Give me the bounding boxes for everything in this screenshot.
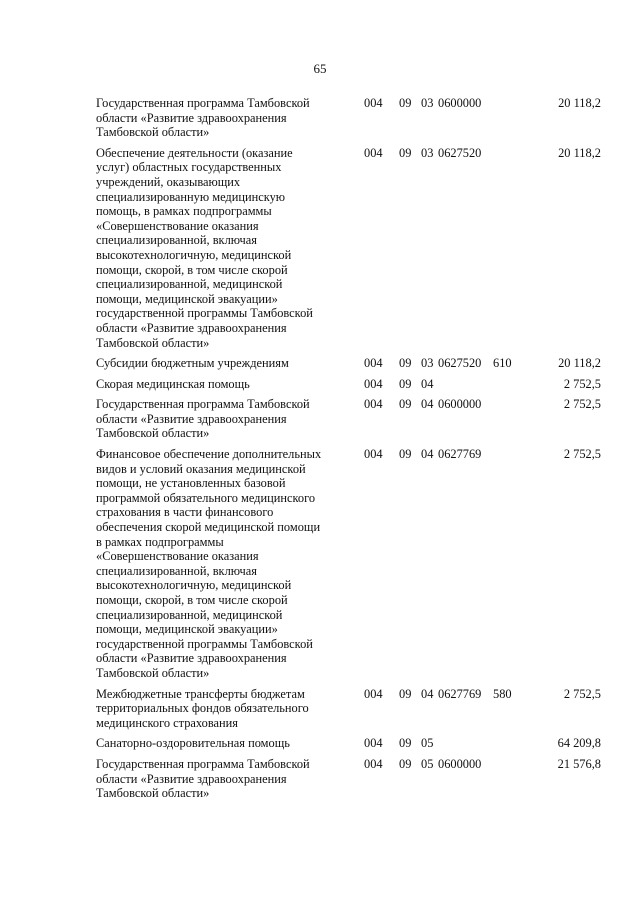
row-expense-type-code: 580 xyxy=(493,686,512,701)
row-target-article-code: 0627520 xyxy=(438,356,482,371)
table-row xyxy=(96,146,608,350)
row-target-article-code: 0600000 xyxy=(438,756,482,771)
row-name: Межбюджетные трансферты бюджетам территориальных фондов обязательного медицинского страхования xyxy=(96,686,309,730)
row-subsection-code: 04 xyxy=(421,397,434,412)
table-row xyxy=(96,377,608,392)
row-section-code: 09 xyxy=(399,756,412,771)
row-expense-type-code: 610 xyxy=(493,356,512,371)
row-name: Финансовое обеспечение дополнительных видов и условий оказания медицинской помощи, не установленных базовой программой обязательного медицинского страхования в части финансового обеспечения скорой медицинской помощи в рамках подпрограммы «Совершенствование оказания специализированной, включая высокотехнологичную, медицинской помощи, скорой, в том числе скорой специализированной, медицинской помощи, медицинской эвакуации» государственной программы Тамбовской области «Развитие здравоохранения Тамбовской области» xyxy=(96,447,322,680)
row-subsection-code: 04 xyxy=(421,376,434,391)
table-row xyxy=(96,356,608,371)
table-row xyxy=(96,397,608,441)
row-target-article-code: 0627769 xyxy=(438,686,482,701)
row-ved-code: 004 xyxy=(364,96,383,110)
row-section-code: 09 xyxy=(399,356,412,371)
row-subsection-code: 03 xyxy=(421,145,434,160)
table-row xyxy=(96,96,608,140)
row-name: Государственная программа Тамбовской области «Развитие здравоохранения Тамбовской области» xyxy=(96,397,310,441)
table-row xyxy=(96,687,608,731)
row-sum: 21 576,8 xyxy=(557,756,601,771)
row-subsection-code: 05 xyxy=(421,756,434,771)
row-section-code: 09 xyxy=(399,397,412,412)
row-subsection-code: 05 xyxy=(421,736,434,751)
row-sum: 2 752,5 xyxy=(563,397,601,412)
row-sum: 20 118,2 xyxy=(558,145,601,160)
row-sum: 20 118,2 xyxy=(558,96,601,110)
row-name: Обеспечение деятельности (оказание услуг) областных государственных учреждений, оказывающих специализированную медицинскую помощь, в рамках подпрограммы «Совершенствование оказания специализированной, включая высокотехнологичную, медицинской помощи, скорой, в том числе скорой специализированной, медицинской помощи, медицинской эвакуации» государственной программы Тамбовской области «Развитие здравоохранения Тамбовской области» xyxy=(96,145,313,350)
row-ved-code: 004 xyxy=(364,736,383,751)
row-ved-code: 004 xyxy=(364,756,383,771)
row-subsection-code: 04 xyxy=(421,447,434,462)
page-number: 65 xyxy=(313,61,327,76)
table-row xyxy=(96,757,608,801)
row-ved-code: 004 xyxy=(364,686,383,701)
row-subsection-code: 04 xyxy=(421,686,434,701)
row-target-article-code: 0600000 xyxy=(438,397,482,412)
row-name: Субсидии бюджетным учреждениям xyxy=(96,356,289,371)
row-sum: 2 752,5 xyxy=(563,376,601,391)
row-subsection-code: 03 xyxy=(421,356,434,371)
row-name: Государственная программа Тамбовской области «Развитие здравоохранения Тамбовской области» xyxy=(96,96,310,140)
row-subsection-code: 03 xyxy=(421,96,434,110)
table-row xyxy=(96,447,608,681)
row-section-code: 09 xyxy=(399,96,412,110)
row-target-article-code: 0627769 xyxy=(438,447,482,462)
row-target-article-code: 0627520 xyxy=(438,145,482,160)
row-section-code: 09 xyxy=(399,736,412,751)
row-sum: 2 752,5 xyxy=(563,447,601,462)
row-ved-code: 004 xyxy=(364,356,383,371)
row-sum: 20 118,2 xyxy=(558,356,601,371)
row-sum: 64 209,8 xyxy=(557,736,601,751)
row-ved-code: 004 xyxy=(364,397,383,412)
budget-table xyxy=(96,96,608,807)
row-section-code: 09 xyxy=(399,447,412,462)
row-section-code: 09 xyxy=(399,376,412,391)
row-ved-code: 004 xyxy=(364,145,383,160)
row-section-code: 09 xyxy=(399,686,412,701)
row-name: Санаторно-оздоровительная помощь xyxy=(96,736,290,751)
row-target-article-code: 0600000 xyxy=(438,96,482,110)
row-name: Государственная программа Тамбовской области «Развитие здравоохранения Тамбовской области» xyxy=(96,756,310,801)
row-name: Скорая медицинская помощь xyxy=(96,376,250,391)
row-section-code: 09 xyxy=(399,145,412,160)
row-ved-code: 004 xyxy=(364,376,383,391)
row-ved-code: 004 xyxy=(364,447,383,462)
table-row xyxy=(96,736,608,751)
row-sum: 2 752,5 xyxy=(563,686,601,701)
